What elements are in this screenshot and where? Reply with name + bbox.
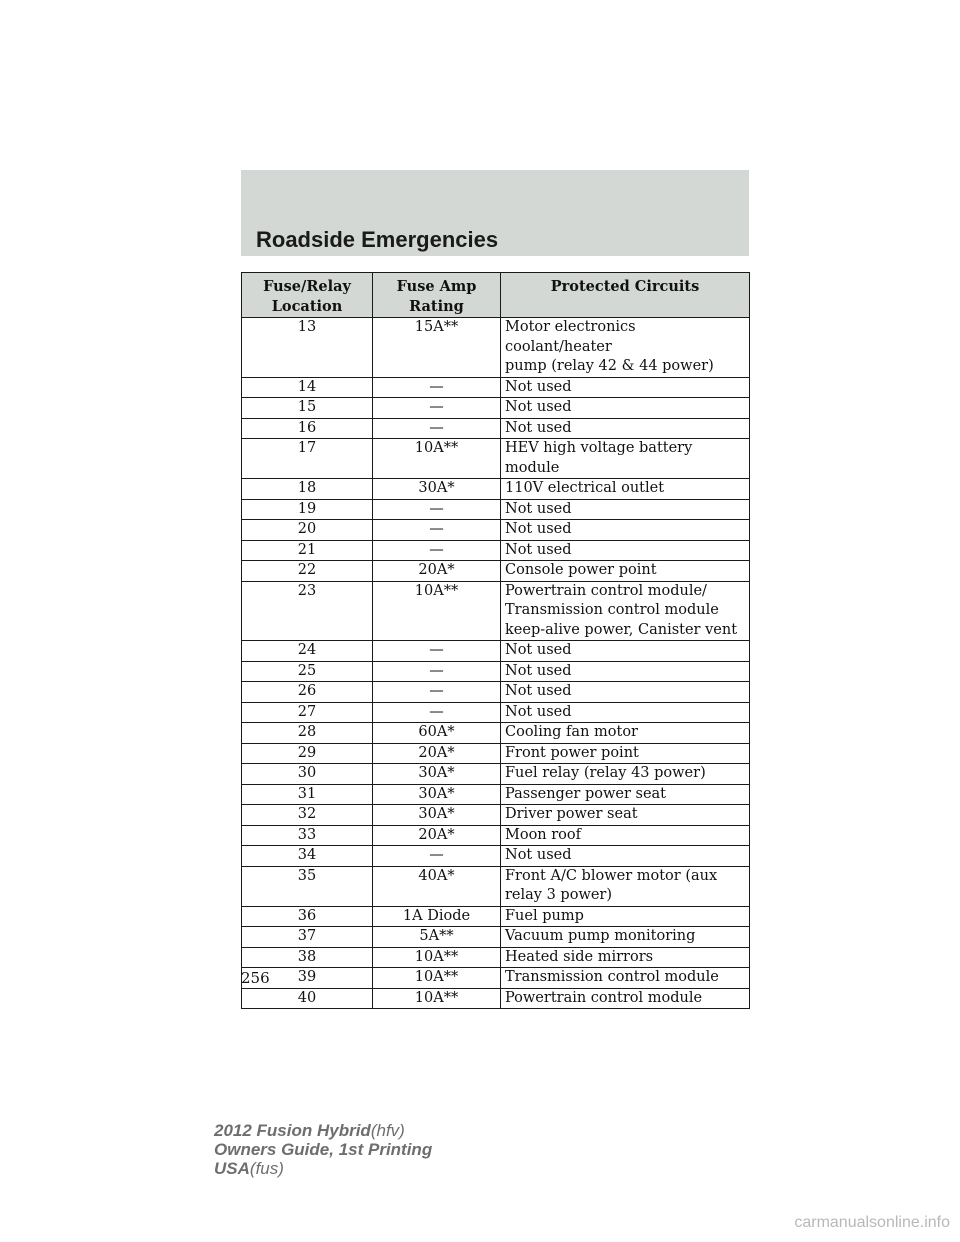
fuse-location: 38 <box>242 947 373 968</box>
fuse-location: 22 <box>242 561 373 582</box>
circuit-line: Driver power seat <box>505 806 638 822</box>
fuse-rating: — <box>373 702 501 723</box>
footer-market-code: (fus) <box>249 1159 284 1178</box>
fuse-table-body <box>242 318 750 1009</box>
footer-guide: Owners Guide, 1st Printing <box>214 1140 433 1159</box>
table-row <box>242 784 750 805</box>
table-row <box>242 540 750 561</box>
table-row <box>242 927 750 948</box>
fuse-rating: — <box>373 398 501 419</box>
fuse-protected-circuits <box>501 398 750 419</box>
fuse-rating: — <box>373 540 501 561</box>
fuse-location: 18 <box>242 479 373 500</box>
fuse-protected-circuits <box>501 439 750 479</box>
fuse-protected-circuits <box>501 661 750 682</box>
fuse-rating: 30A* <box>373 805 501 826</box>
table-row <box>242 906 750 927</box>
fuse-rating: 30A* <box>373 784 501 805</box>
table-row <box>242 682 750 703</box>
table-row <box>242 825 750 846</box>
circuit-line: Cooling fan motor <box>505 724 638 740</box>
fuse-rating: 1A Diode <box>373 906 501 927</box>
table-row <box>242 764 750 785</box>
fuse-rating: 30A* <box>373 479 501 500</box>
fuse-protected-circuits <box>501 540 750 561</box>
fuse-rating: 30A* <box>373 764 501 785</box>
fuse-location: 17 <box>242 439 373 479</box>
fuse-rating: — <box>373 661 501 682</box>
fuse-location: 19 <box>242 499 373 520</box>
table-row <box>242 561 750 582</box>
fuse-rating: 10A** <box>373 581 501 641</box>
circuit-line: Vacuum pump monitoring <box>505 928 696 944</box>
footer-model: 2012 Fusion Hybrid <box>214 1121 371 1140</box>
fuse-protected-circuits <box>501 682 750 703</box>
fuse-protected-circuits <box>501 825 750 846</box>
fuse-rating: 10A** <box>373 947 501 968</box>
circuit-line: Not used <box>505 703 572 720</box>
header-location: Fuse/Relay Location <box>242 273 373 318</box>
fuse-rating: — <box>373 520 501 541</box>
table-row <box>242 743 750 764</box>
circuit-line: Transmission control module <box>505 602 719 618</box>
circuit-line: pump (relay 42 & 44 power) <box>505 358 714 374</box>
circuit-line: Front A/C blower motor (aux <box>505 867 718 884</box>
fuse-location: 27 <box>242 702 373 723</box>
fuse-rating: 40A* <box>373 866 501 906</box>
circuit-line: Passenger power seat <box>505 785 666 802</box>
fuse-protected-circuits <box>501 520 750 541</box>
fuse-location: 36 <box>242 906 373 927</box>
table-row <box>242 439 750 479</box>
circuit-line: Not used <box>505 378 572 395</box>
fuse-protected-circuits <box>501 702 750 723</box>
fuse-protected-circuits <box>501 641 750 662</box>
fuse-protected-circuits <box>501 927 750 948</box>
circuit-line: Heated side mirrors <box>505 948 654 965</box>
fuse-protected-circuits <box>501 561 750 582</box>
fuse-location: 31 <box>242 784 373 805</box>
fuse-table <box>241 272 750 1009</box>
fuse-protected-circuits <box>501 581 750 641</box>
fuse-location: 32 <box>242 805 373 826</box>
fuse-protected-circuits <box>501 947 750 968</box>
circuit-line: Not used <box>505 683 572 699</box>
fuse-protected-circuits <box>501 377 750 398</box>
fuse-location: 40 <box>242 988 373 1009</box>
fuse-protected-circuits <box>501 723 750 744</box>
fuse-location: 16 <box>242 418 373 439</box>
table-header-row <box>242 273 750 318</box>
fuse-rating: — <box>373 499 501 520</box>
table-row <box>242 661 750 682</box>
circuit-line: Front power point <box>505 744 639 761</box>
table-row <box>242 947 750 968</box>
table-row <box>242 581 750 641</box>
fuse-protected-circuits <box>501 318 750 378</box>
circuit-line: keep-alive power, Canister vent <box>505 621 738 638</box>
fuse-location: 33 <box>242 825 373 846</box>
table-row <box>242 988 750 1009</box>
fuse-protected-circuits <box>501 866 750 906</box>
circuit-line: Not used <box>505 521 572 537</box>
fuse-rating: 60A* <box>373 723 501 744</box>
circuit-line: HEV high voltage battery module <box>505 440 693 476</box>
circuit-line: Not used <box>505 419 572 436</box>
fuse-location: 15 <box>242 398 373 419</box>
circuit-line: Not used <box>505 847 572 863</box>
fuse-location: 14 <box>242 377 373 398</box>
fuse-location: 29 <box>242 743 373 764</box>
circuit-line: Fuel relay (relay 43 power) <box>505 765 706 781</box>
fuse-rating: 20A* <box>373 743 501 764</box>
header-amp-rating: Fuse Amp Rating <box>373 273 501 318</box>
fuse-location: 30 <box>242 764 373 785</box>
table-row <box>242 846 750 867</box>
fuse-protected-circuits <box>501 805 750 826</box>
circuit-line: Motor electronics coolant/heater <box>505 319 636 355</box>
circuit-line: relay 3 power) <box>505 887 613 903</box>
fuse-location: 35 <box>242 866 373 906</box>
fuse-location: 37 <box>242 927 373 948</box>
fuse-location: 25 <box>242 661 373 682</box>
fuse-protected-circuits <box>501 846 750 867</box>
fuse-rating: 10A** <box>373 968 501 989</box>
fuse-protected-circuits <box>501 479 750 500</box>
circuit-line: Powertrain control module <box>505 989 703 1006</box>
circuit-line: Moon roof <box>505 826 582 843</box>
circuit-line: Not used <box>505 541 572 558</box>
fuse-location: 28 <box>242 723 373 744</box>
circuit-line: Powertrain control module/ <box>505 582 707 599</box>
circuit-line: Not used <box>505 500 572 517</box>
fuse-location: 39 <box>242 968 373 989</box>
fuse-location: 20 <box>242 520 373 541</box>
fuse-protected-circuits <box>501 988 750 1009</box>
fuse-rating: 20A* <box>373 825 501 846</box>
table-row <box>242 377 750 398</box>
section-title: Roadside Emergencies <box>256 227 499 252</box>
table-row <box>242 866 750 906</box>
fuse-rating: — <box>373 682 501 703</box>
table-row <box>242 499 750 520</box>
watermark: carmanualsonline.info <box>794 1214 950 1231</box>
table-row <box>242 968 750 989</box>
table-row <box>242 805 750 826</box>
table-row <box>242 702 750 723</box>
circuit-line: 110V electrical outlet <box>505 480 665 496</box>
fuse-rating: 10A** <box>373 988 501 1009</box>
fuse-rating: — <box>373 418 501 439</box>
circuit-line: Not used <box>505 642 572 658</box>
fuse-rating: — <box>373 641 501 662</box>
fuse-location: 13 <box>242 318 373 378</box>
fuse-rating: — <box>373 377 501 398</box>
fuse-protected-circuits <box>501 906 750 927</box>
table-row <box>242 318 750 378</box>
table-row <box>242 398 750 419</box>
fuse-location: 34 <box>242 846 373 867</box>
table-row <box>242 418 750 439</box>
fuse-rating: 5A** <box>373 927 501 948</box>
page-number: 256 <box>241 969 270 987</box>
fuse-protected-circuits <box>501 764 750 785</box>
circuit-line: Transmission control module <box>505 969 719 985</box>
circuit-line: Not used <box>505 399 572 415</box>
fuse-location: 21 <box>242 540 373 561</box>
fuse-protected-circuits <box>501 743 750 764</box>
fuse-rating: 15A** <box>373 318 501 378</box>
fuse-protected-circuits <box>501 499 750 520</box>
fuse-protected-circuits <box>501 968 750 989</box>
fuse-location: 23 <box>242 581 373 641</box>
table-row <box>242 520 750 541</box>
fuse-rating: — <box>373 846 501 867</box>
circuit-line: Console power point <box>505 562 657 578</box>
fuse-location: 24 <box>242 641 373 662</box>
fuse-rating: 20A* <box>373 561 501 582</box>
table-row <box>242 641 750 662</box>
fuse-protected-circuits <box>501 784 750 805</box>
table-row <box>242 479 750 500</box>
fuse-rating: 10A** <box>373 439 501 479</box>
circuit-line: Not used <box>505 662 572 679</box>
table-row <box>242 723 750 744</box>
fuse-location: 26 <box>242 682 373 703</box>
footer-model-code: (hfv) <box>370 1121 405 1140</box>
document-footer <box>214 1121 432 1178</box>
header-protected-circuits: Protected Circuits <box>501 273 750 318</box>
fuse-protected-circuits <box>501 418 750 439</box>
footer-market: USA <box>214 1159 250 1178</box>
circuit-line: Fuel pump <box>505 907 584 924</box>
